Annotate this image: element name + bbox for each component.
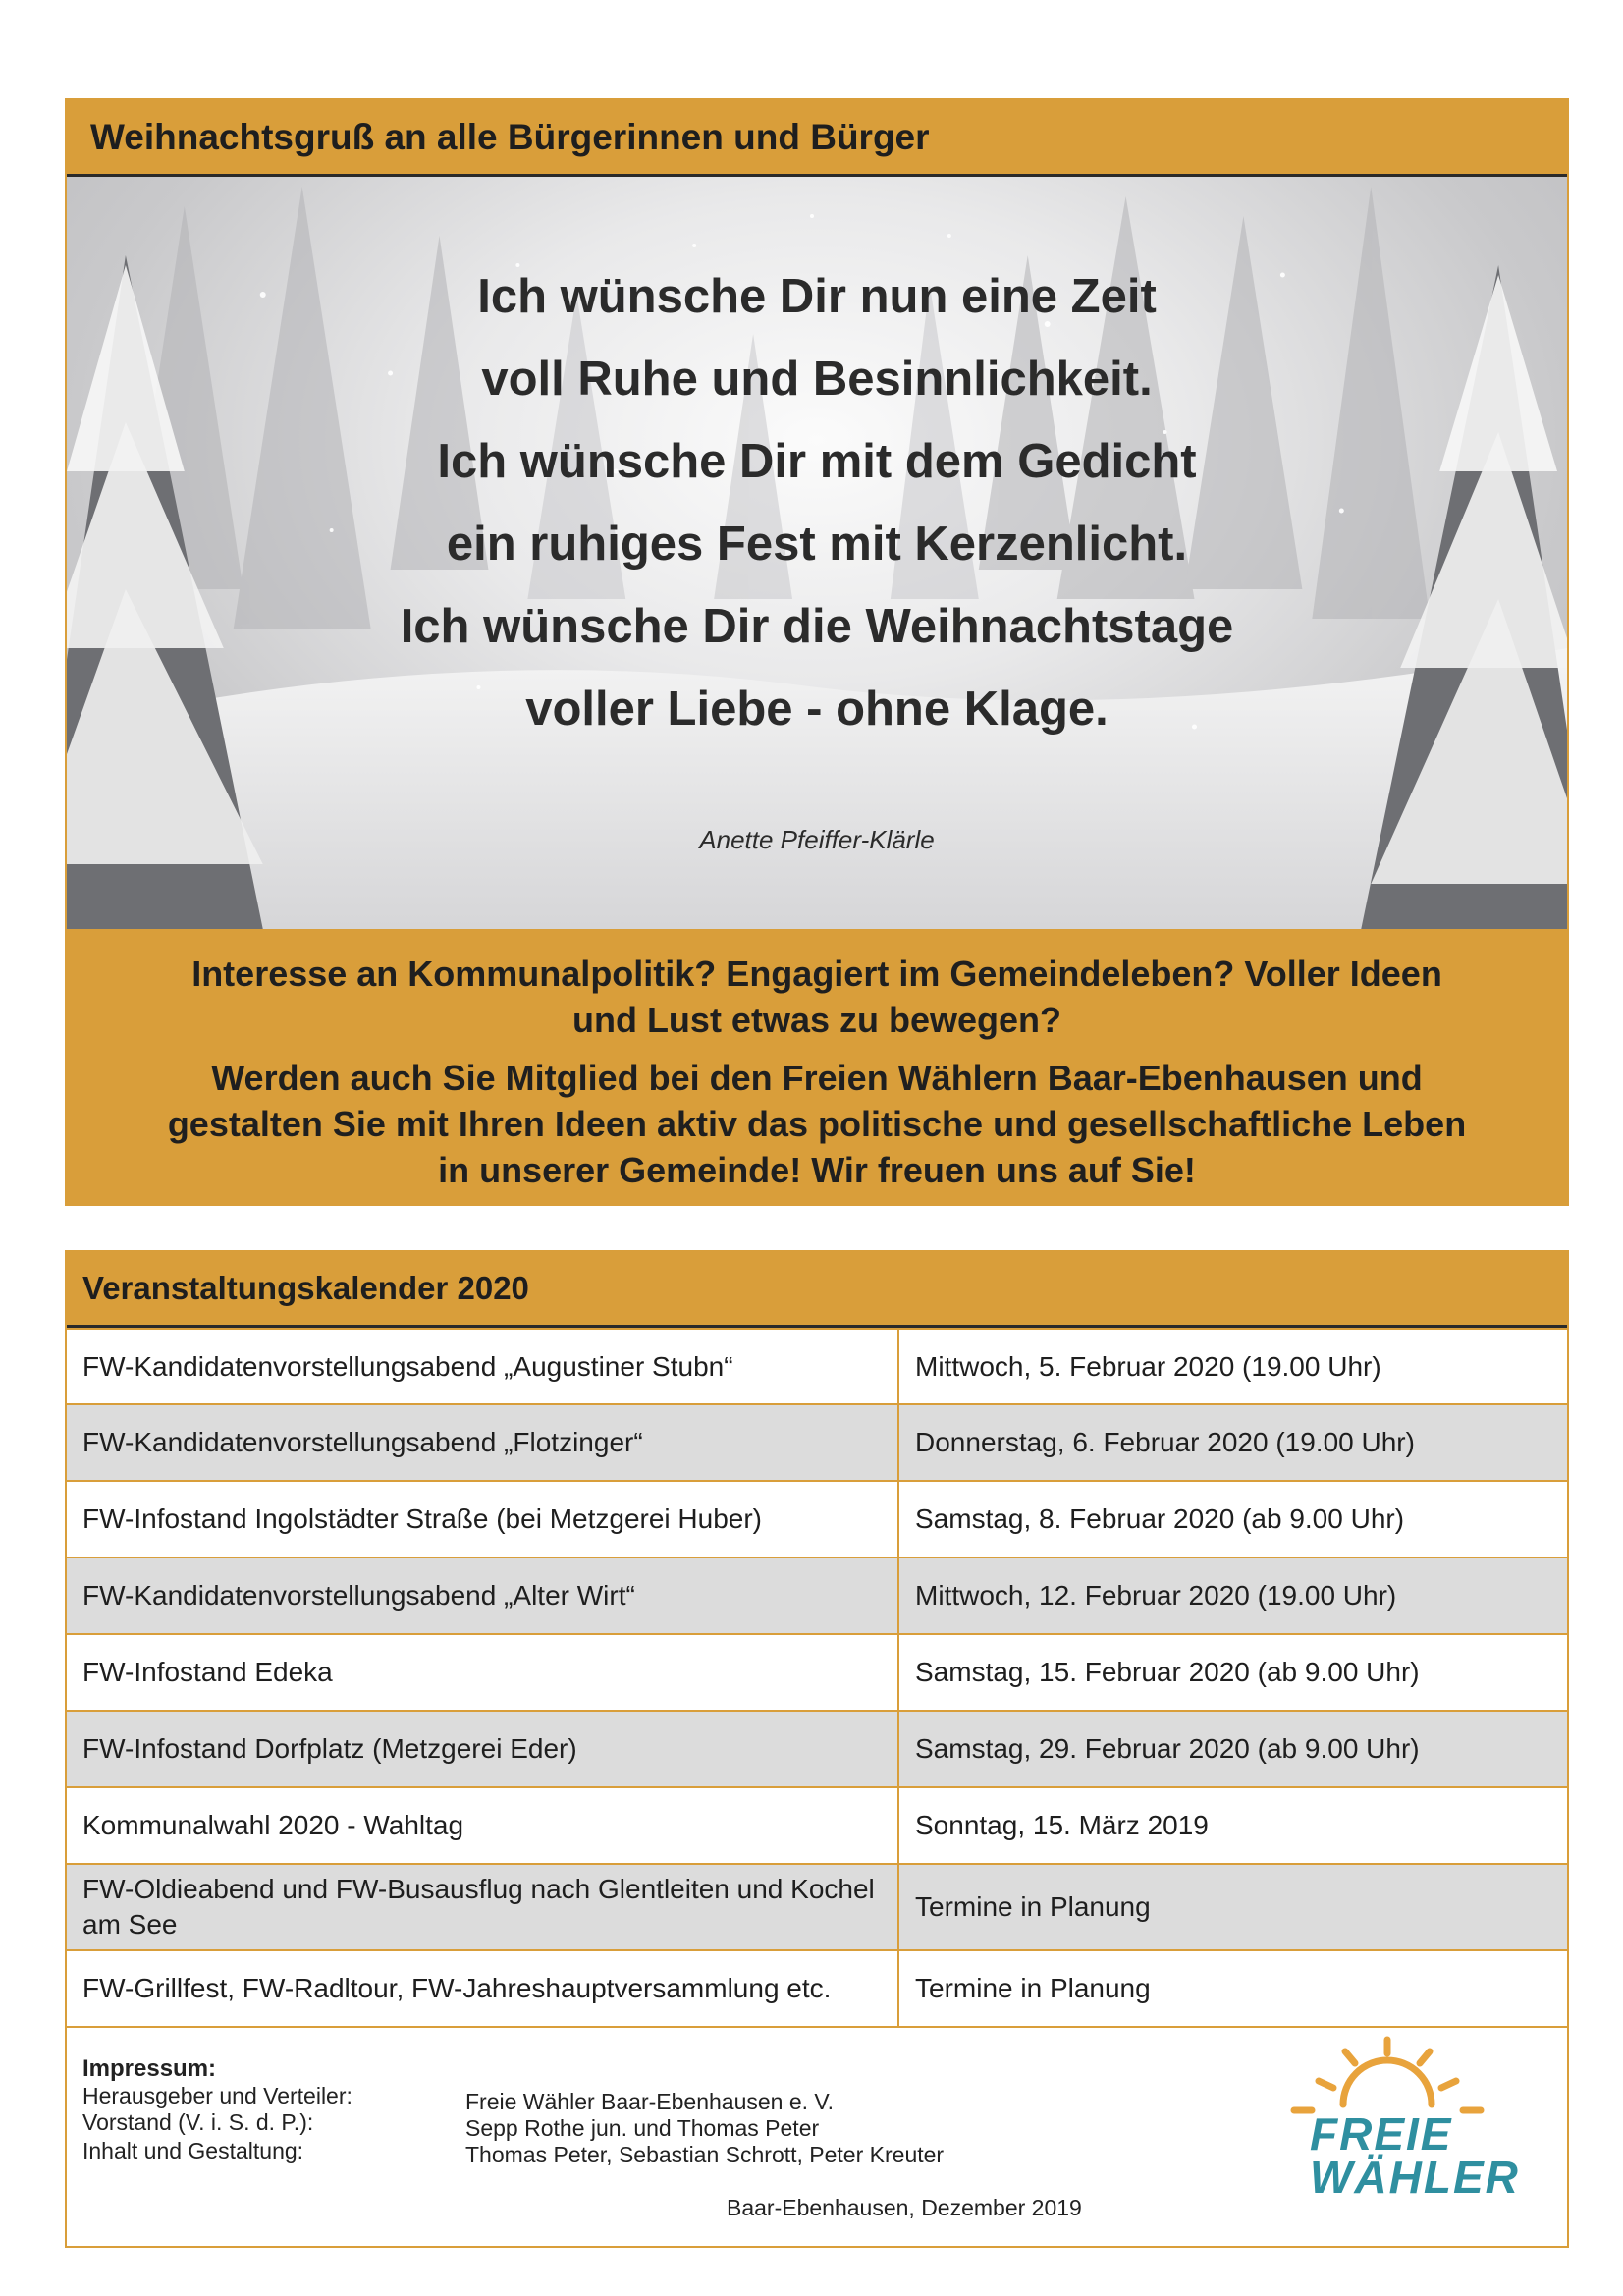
impressum-value: Freie Wähler Baar-Ebenhausen e. V. — [465, 2089, 835, 2114]
event-name: FW-Infostand Dorfplatz (Metzgerei Eder) — [67, 1711, 898, 1787]
impressum-label: Vorstand (V. i. S. d. P.): — [82, 2109, 314, 2135]
table-row — [67, 1558, 1567, 1634]
event-date: Termine in Planung — [898, 1950, 1567, 2027]
event-date: Mittwoch, 5. Februar 2020 (19.00 Uhr) — [898, 1329, 1567, 1404]
event-name: FW-Oldieabend und FW-Busausflug nach Glentleiten und Kochel am See — [67, 1864, 898, 1950]
event-date: Samstag, 15. Februar 2020 (ab 9.00 Uhr) — [898, 1634, 1567, 1711]
event-name: FW-Kandidatenvorstellungsabend „Alter Wirt“ — [67, 1558, 898, 1634]
invite-line: gestalten Sie mit Ihren Ideen aktiv das politische und gesellschaftliche Leben — [167, 1104, 1467, 1144]
impressum-value: Sepp Rothe jun. und Thomas Peter — [465, 2115, 820, 2141]
invite-line: Werden auch Sie Mitglied bei den Freien Wählern Baar-Ebenhausen und — [211, 1058, 1423, 1098]
event-name: FW-Grillfest, FW-Radltour, FW-Jahreshauptversammlung etc. — [67, 1950, 898, 2027]
greeting-header — [67, 100, 1567, 177]
logo-line2: WÄHLER — [1310, 2152, 1520, 2203]
event-date: Sonntag, 15. März 2019 — [898, 1787, 1567, 1864]
impressum-label: Inhalt und Gestaltung: — [82, 2138, 304, 2163]
event-date: Donnerstag, 6. Februar 2020 (19.00 Uhr) — [898, 1404, 1567, 1481]
poem-line: Ich wünsche Dir mit dem Gedicht — [437, 435, 1197, 488]
poem-line: voller Liebe - ohne Klage. — [525, 683, 1109, 736]
winter-image — [67, 177, 1567, 929]
poem-line: Ich wünsche Dir die Weihnachtstage — [400, 600, 1234, 653]
event-name: FW-Infostand Ingolstädter Straße (bei Metzgerei Huber) — [67, 1481, 898, 1558]
calendar-header — [67, 1252, 1567, 1328]
poem — [67, 255, 1567, 750]
event-name: FW-Infostand Edeka — [67, 1634, 898, 1711]
impressum-label: Herausgeber und Verteiler: — [82, 2083, 352, 2108]
table-row — [67, 1864, 1567, 1950]
event-date: Mittwoch, 12. Februar 2020 (19.00 Uhr) — [898, 1558, 1567, 1634]
poem-author: Anette Pfeiffer-Klärle — [699, 825, 935, 854]
place-date: Baar-Ebenhausen, Dezember 2019 — [727, 2195, 1082, 2220]
poem-line: ein ruhiges Fest mit Kerzenlicht. — [446, 518, 1188, 571]
event-name: FW-Kandidatenvorstellungsabend „Augustiner Stubn“ — [67, 1329, 898, 1404]
event-name: Kommunalwahl 2020 - Wahltag — [67, 1787, 898, 1864]
impressum — [67, 2028, 1567, 2244]
invite-line: und Lust etwas zu bewegen? — [571, 1000, 1062, 1040]
event-date: Samstag, 29. Februar 2020 (ab 9.00 Uhr) — [898, 1711, 1567, 1787]
event-calendar — [65, 1250, 1569, 2248]
invite-line: Interesse an Kommunalpolitik? Engagiert im Gemeindeleben? Voller Ideen — [191, 954, 1442, 994]
event-date: Samstag, 8. Februar 2020 (ab 9.00 Uhr) — [898, 1481, 1567, 1558]
impressum-value: Thomas Peter, Sebastian Schrott, Peter Kreuter — [465, 2142, 945, 2167]
table-row — [67, 1481, 1567, 1558]
table-row — [67, 1711, 1567, 1787]
greeting-card — [65, 98, 1569, 1206]
impressum-title: Impressum: — [82, 2055, 217, 2082]
events-table — [67, 1328, 1567, 2028]
poem-line: Ich wünsche Dir nun eine Zeit — [477, 270, 1157, 323]
poem-line: voll Ruhe und Besinnlichkeit. — [481, 353, 1153, 406]
event-date: Termine in Planung — [898, 1864, 1567, 1950]
table-row — [67, 1950, 1567, 2027]
greeting-title: Weihnachtsgruß an alle Bürgerinnen und Bürger — [90, 116, 930, 157]
logo-line1: FREIE — [1310, 2108, 1453, 2159]
table-row — [67, 1634, 1567, 1711]
table-row — [67, 1329, 1567, 1404]
table-row — [67, 1787, 1567, 1864]
invite-line: in unserer Gemeinde! Wir freuen uns auf Sie! — [438, 1150, 1196, 1190]
membership-invitation — [67, 929, 1567, 1204]
calendar-title: Veranstaltungskalender 2020 — [82, 1270, 529, 1306]
event-name: FW-Kandidatenvorstellungsabend „Flotzinger“ — [67, 1404, 898, 1481]
table-row — [67, 1404, 1567, 1481]
